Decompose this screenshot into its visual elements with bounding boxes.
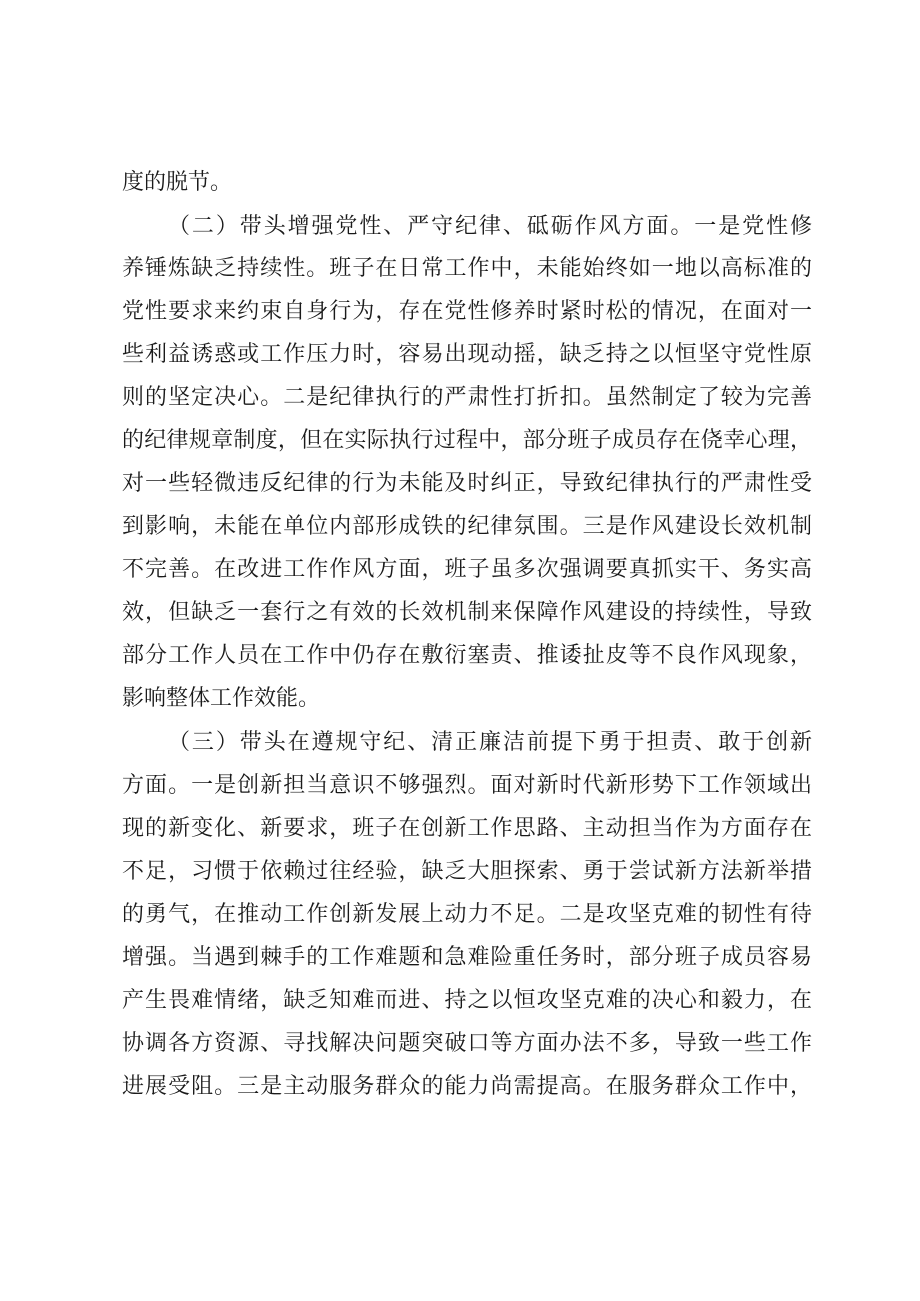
section-heading-line: （三）带头在遵规守纪、清正廉洁前提下勇于担责、敢于创新	[168, 730, 812, 755]
text-line: 到影响，未能在单位内部形成铁的纪律氛围。三是作风建设长效机制	[122, 514, 812, 539]
text-line: 度的脱节。	[122, 170, 233, 195]
text-line: 现的新变化、新要求，班子在创新工作思路、主动担当作为方面存在	[122, 816, 812, 841]
text-line: 党性要求来约束自身行为，存在党性修养时紧时松的情况，在面对一	[122, 299, 812, 324]
text-line: 的纪律规章制度，但在实际执行过程中，部分班子成员存在侥幸心理，	[122, 428, 812, 453]
text-line: 些利益诱惑或工作压力时，容易出现动摇，缺乏持之以恒坚守党性原	[122, 342, 812, 367]
text-line: 进展受阻。三是主动服务群众的能力尚需提高。在服务群众工作中，	[122, 1074, 812, 1099]
text-line: 方面。一是创新担当意识不够强烈。面对新时代新形势下工作领域出	[122, 773, 812, 798]
text-line: 养锤炼缺乏持续性。班子在日常工作中，未能始终如一地以高标准的	[122, 256, 812, 281]
text-line: 不完善。在改进工作作风方面，班子虽多次强调要真抓实干、务实高	[122, 557, 812, 582]
text-line: 对一些轻微违反纪律的行为未能及时纠正，导致纪律执行的严肃性受	[122, 471, 812, 496]
text-line: 产生畏难情绪，缺乏知难而进、持之以恒攻坚克难的决心和毅力，在	[122, 988, 812, 1013]
text-line: 的勇气，在推动工作创新发展上动力不足。二是攻坚克难的韧性有待	[122, 902, 812, 927]
text-line: 不足，习惯于依赖过往经验，缺乏大胆探索、勇于尝试新方法新举措	[122, 859, 812, 884]
text-line: 影响整体工作效能。	[122, 686, 321, 711]
text-line: 协调各方资源、寻找解决问题突破口等方面办法不多，导致一些工作	[122, 1031, 812, 1056]
text-line: 部分工作人员在工作中仍存在敷衍塞责、推诿扯皮等不良作风现象，	[122, 643, 812, 668]
text-line: 增强。当遇到棘手的工作难题和急难险重任务时，部分班子成员容易	[122, 945, 812, 970]
section-heading-line: （二）带头增强党性、严守纪律、砥砺作风方面。一是党性修	[168, 214, 812, 239]
text-line: 效，但缺乏一套行之有效的长效机制来保障作风建设的持续性，导致	[122, 600, 812, 625]
text-line: 则的坚定决心。二是纪律执行的严肃性打折扣。虽然制定了较为完善	[122, 385, 812, 410]
